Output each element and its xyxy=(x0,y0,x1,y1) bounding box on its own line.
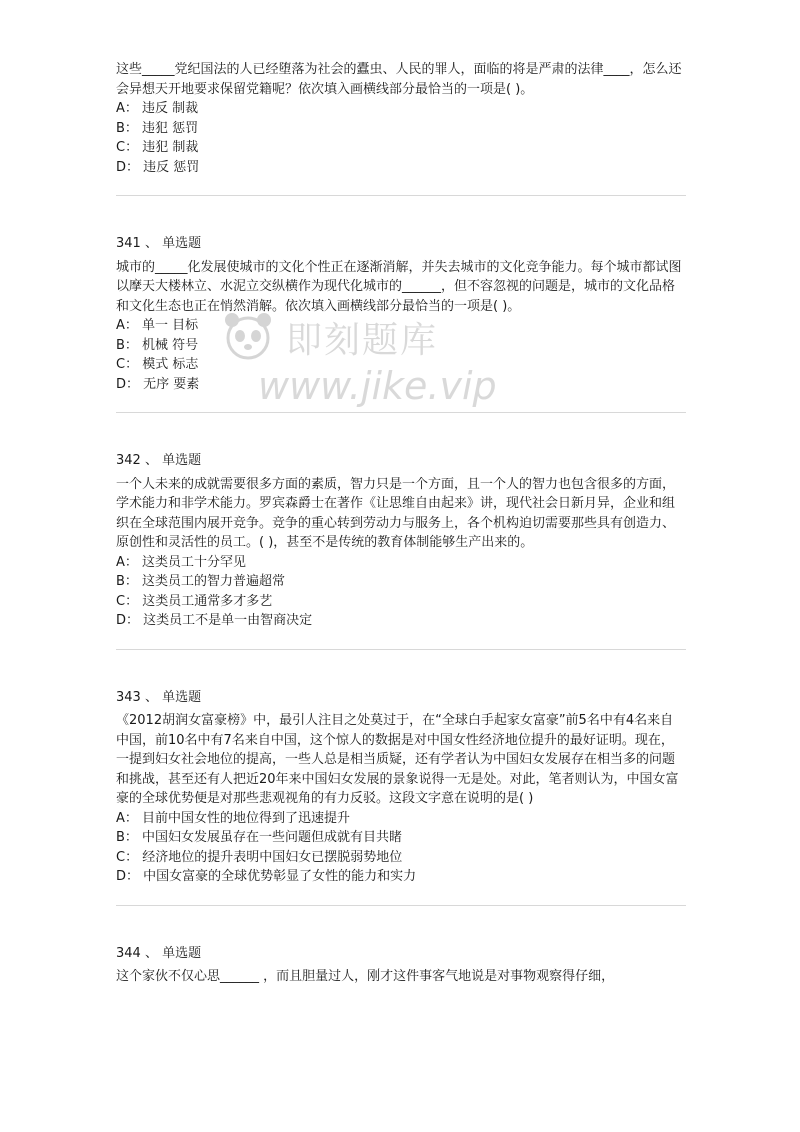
question-stem: 这些_____党纪国法的人已经堕落为社会的蠹虫、人民的罪人，面临的将是严肃的法律____，怎么还会异想天开地要求保留党籍呢？依次填入画横线部分最恰当的一项是( )。 xyxy=(116,62,682,97)
question-342 xyxy=(116,451,686,631)
question-stem: 一个人未来的成就需要很多方面的素质，智力只是一个方面，且一个人的智力也包含很多的方面，学术能力和非学术能力。罗宾森爵士在著作《让思维自由起来》讲，现代社会日新月异，企业和组织在全球范围内展开竞争。竞争的重心转到劳动力与服务上，各个机构迫切需要那些具有创造力、原创性和灵活性的员工。( )，甚至不是传统的教育体制能够生产出来的。 xyxy=(116,476,676,550)
question-343 xyxy=(116,688,686,887)
option-a: A： 违反 制裁 xyxy=(116,101,199,116)
question-header: 341 、 单选题 xyxy=(116,236,202,251)
option-c: C： 这类员工通常多才多艺 xyxy=(116,593,273,609)
option-d: D： 中国女富豪的全球优势彰显了女性的能力和实力 xyxy=(116,869,417,884)
question-340 xyxy=(116,60,686,177)
option-a: A： 这类员工十分罕见 xyxy=(116,554,247,570)
option-d: D： 这类员工不是单一由智商决定 xyxy=(116,613,313,628)
watermark-title: 即刻题库 xyxy=(286,320,439,361)
option-b: B： 中国妇女发展虽存在一些问题但成就有目共睹 xyxy=(116,830,403,845)
question-341 xyxy=(116,234,686,394)
question-list xyxy=(116,60,686,987)
question-stem: 这个家伙不仅心思______ ，而且胆量过人，刚才这件事客气地说是对事物观察得仔细， xyxy=(116,969,615,984)
option-b: B： 这类员工的智力普遍超常 xyxy=(116,574,286,589)
divider xyxy=(116,195,686,196)
question-header: 342 、 单选题 xyxy=(116,453,202,468)
question-header: 344 、 单选题 xyxy=(116,945,202,961)
option-a: A： 单一 目标 xyxy=(116,318,199,333)
option-d: D： 无序 要素 xyxy=(116,376,200,392)
divider xyxy=(116,649,686,650)
option-c: C： 违犯 制裁 xyxy=(116,140,199,155)
watermark-url: www.jike.vip xyxy=(258,364,497,408)
question-header: 343 、 单选题 xyxy=(116,689,202,705)
question-stem: 城市的_____化发展使城市的文化个性正在逐渐消解，并失去城市的文化竞争能力。每个城市都试图以摩天大楼林立、水泥立交纵横作为现代化城市的______，但不容忽视的问题是，城市的文化品格和文化生态也正在悄然消解。依次填入画横线部分最恰当的一项是( )。 xyxy=(116,259,682,314)
question-stem: 《2012胡润女富豪榜》中，最引人注目之处莫过于，在“全球白手起家女富豪”前5名中有4名来自中国，前10名中有7名来自中国，这个惊人的数据是对中国女性经济地位提升的最好证明。现在，一提到妇女社会地位的提高，一些人总是相当质疑，还有学者认为中国妇女发展存在相当多的问题和挑战，甚至还有人把近20年来中国妇女发展的景象说得一无是处。对此，笔者则认为，中国女富豪的全球优势便是对那些悲观视角的有力反驳。这段文字意在说明的是( ) xyxy=(116,713,679,806)
option-b: B： 违犯 惩罚 xyxy=(116,120,199,136)
option-c: C： 经济地位的提升表明中国妇女已摆脱弱势地位 xyxy=(116,849,403,865)
option-a: A： 目前中国女性的地位得到了迅速提升 xyxy=(116,810,351,826)
divider xyxy=(116,412,686,413)
question-344 xyxy=(116,944,686,987)
option-b: B： 机械 符号 xyxy=(116,337,199,353)
option-d: D： 违反 惩罚 xyxy=(116,159,200,175)
divider xyxy=(116,905,686,906)
option-c: C： 模式 标志 xyxy=(116,357,199,372)
